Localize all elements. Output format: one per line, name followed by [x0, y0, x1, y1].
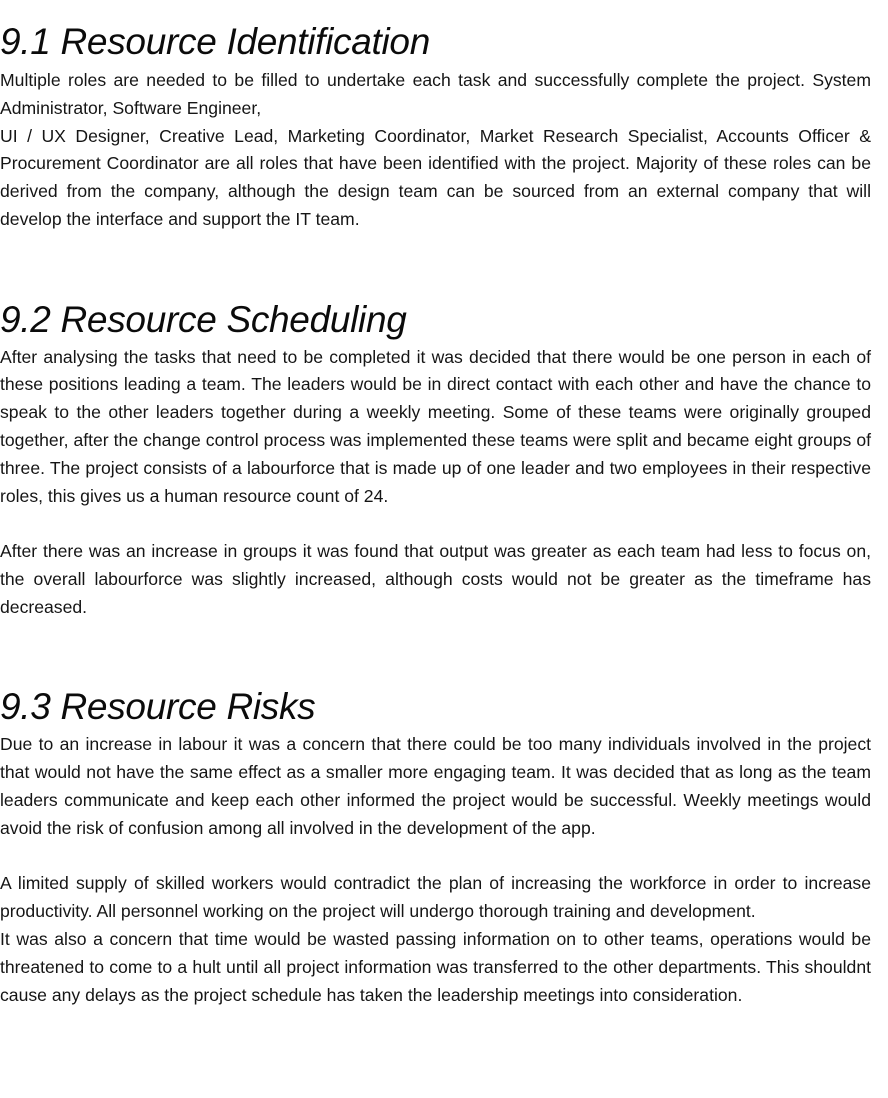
paragraph: After there was an increase in groups it was found that output was greater as each team had less to focus on, the overall labourforce was slightly increased, although costs would not be greater as the timeframe has decreased.: [0, 541, 871, 617]
section-body-resource-scheduling: [0, 344, 871, 622]
paragraph: After analysing the tasks that need to be completed it was decided that there would be one person in each of these positions leading a team. The leaders would be in direct contact with each other and have the chance to speak to the other leaders together during a weekly meeting. Some of these teams were originally grouped together, after the change control process was implemented these teams were split and became eight groups of three. The project consists of a labourforce that is made up of one leader and two employees in their respective roles, this gives us a human resource count of 24.: [0, 346, 871, 506]
paragraph: A limited supply of skilled workers would contradict the plan of increasing the workforce in order to increase productivity. All personnel working on the project will undergo thorough training and development.: [0, 873, 871, 922]
section-body-resource-risks: [0, 731, 871, 1009]
section-body-resource-identification: [0, 67, 871, 234]
paragraph: Multiple roles are needed to be filled to undertake each task and successfully complete the project. System Administrator, Software Engineer,: [0, 70, 871, 118]
section-heading-resource-identification: 9.1 Resource Identification: [0, 21, 430, 62]
paragraph: UI / UX Designer, Creative Lead, Marketing Coordinator, Market Research Specialist, Accounts Officer & Procurement Coordinator are all roles that have been identified with the project. Majority of these roles can be derived from the company, although the design team can be sourced from an external company that will develop the interface and support the IT team.: [0, 125, 871, 229]
paragraph: It was also a concern that time would be wasted passing information on to other teams, operations would be threatened to come to a hult until all project information was transferred to the other departments. This shouldnt cause any delays as the project schedule has taken the leadership meetings into consideration.: [0, 928, 871, 1005]
paragraph: Due to an increase in labour it was a concern that there could be too many individuals involved in the project that would not have the same effect as a smaller more engaging team. It was decided that as long as the team leaders communicate and keep each other informed the project would be successful. Weekly meetings would avoid the risk of confusion among all involved in the development of the app.: [0, 734, 871, 838]
section-heading-resource-scheduling: 9.2 Resource Scheduling: [0, 298, 407, 340]
section-heading-resource-risks: 9.3 Resource Risks: [0, 686, 316, 728]
